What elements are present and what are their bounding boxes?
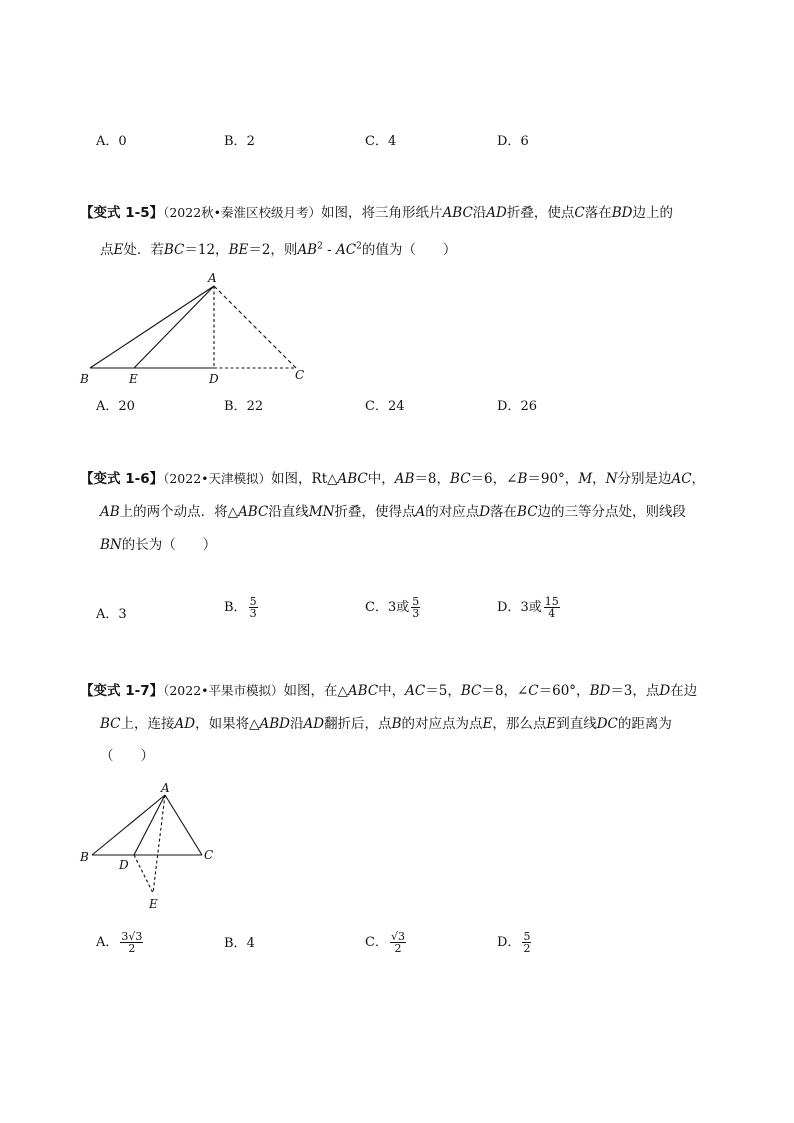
q17-label-d: D <box>119 858 129 872</box>
q17-label-b: B <box>80 850 89 864</box>
q15-label-b: B <box>80 372 89 386</box>
q16-tag: 【变式 1-6】 <box>80 471 164 487</box>
q0-option-c[interactable]: C．4 <box>365 134 397 149</box>
q15-option-d[interactable]: D．26 <box>497 399 537 414</box>
q15-label-e: E <box>129 372 138 386</box>
q15-label-d: D <box>209 372 219 386</box>
q16-line-1: 【变式 1-6】（2022•天津模拟）如图，Rt△ABC中，AB＝8，BC＝6，∠B＝90°，M，N分别是边AC， <box>80 471 706 487</box>
q0-option-a[interactable]: A．0 <box>96 134 127 149</box>
q15-source: （2022秋•秦淮区校级月考） <box>163 205 322 220</box>
q16-option-c[interactable]: C．3或 $\frac{5}{3}$ <box>365 595 420 620</box>
q17-segment-ad <box>134 795 165 855</box>
q15-option-b[interactable]: B．22 <box>224 399 264 414</box>
q17-option-a[interactable]: A． $\frac{3√3}{2}$ <box>96 930 143 955</box>
q17-label-a: A <box>161 781 170 795</box>
q15-label-c: C <box>295 368 305 382</box>
q17-option-b[interactable]: B．4 <box>224 936 255 951</box>
q16-line-2: AB上的两个动点．将△ABC沿直线MN折叠，使得点A的对应点D落在BC边的三等分点处，则线段 <box>100 504 687 520</box>
q17-segment-ab <box>92 795 165 855</box>
q17-segment-ac <box>165 795 202 855</box>
q17-option-c[interactable]: C． $\frac{√3}{2}$ <box>365 930 405 955</box>
q17-line-1: 【变式 1-7】（2022•平果市模拟）如图，在△ABC中，AC＝5，BC＝8，∠C＝60°，BD＝3，点D在边 <box>80 683 698 699</box>
q16-source: （2022•天津模拟） <box>163 471 272 486</box>
q17-source: （2022•平果市模拟） <box>163 683 284 698</box>
q17-label-c: C <box>204 848 214 862</box>
q17-tag: 【变式 1-7】 <box>80 683 164 699</box>
q17-option-d[interactable]: D． $\frac{5}{2}$ <box>497 930 531 955</box>
q0-option-d[interactable]: D．6 <box>497 134 529 149</box>
q17-label-e: E <box>149 897 158 911</box>
q15-line-1: 【变式 1-5】（2022秋•秦淮区校级月考）如图，将三角形纸片ABC沿AD折叠，使点C落在BD边上的 <box>80 205 673 221</box>
q17-segment-ae <box>153 795 165 893</box>
q16-option-a[interactable]: A．3 <box>96 607 127 622</box>
q17-segment-de <box>134 855 153 893</box>
q17-line-3: （ ） <box>100 748 154 764</box>
q16-line-3: BN的长为（ ） <box>100 537 217 553</box>
q15-option-c[interactable]: C．24 <box>365 399 405 414</box>
q17-line-2: BC上，连接AD，如果将△ABD沿AD翻折后，点B的对应点为点E，那么点E到直线DC的距离为 <box>100 716 672 732</box>
q15-label-a: A <box>208 271 217 285</box>
q15-tag: 【变式 1-5】 <box>80 205 164 221</box>
q16-option-b[interactable]: B． $\frac{5}{3}$ <box>224 595 257 620</box>
q15-option-a[interactable]: A．20 <box>96 399 135 414</box>
q15-line-2: 点E处．若BC＝12，BE＝2，则$AB^2 - AC^2$的值为（ ） <box>100 241 457 258</box>
q0-option-b[interactable]: B．2 <box>224 134 255 149</box>
q16-option-d[interactable]: D．3或 $\frac{15}{4}$ <box>497 595 559 620</box>
